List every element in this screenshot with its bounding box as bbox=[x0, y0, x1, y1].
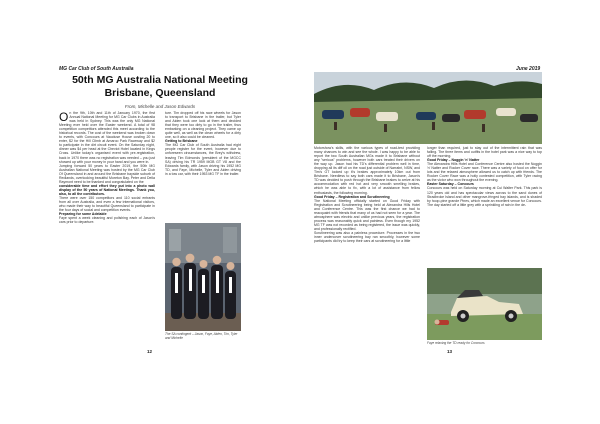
drop-cap: O bbox=[59, 111, 69, 124]
photo-caption: The SA contingent – Jason, Faye, Aiden, Tim, Tyler and Michelle bbox=[165, 332, 238, 340]
section-heading: Good Friday – Noggin 'n' Natter bbox=[427, 158, 480, 163]
article-byline: From, Michelle and Jason Edwards bbox=[124, 104, 196, 109]
car-park-photo bbox=[314, 72, 542, 144]
left-column-2 bbox=[165, 111, 241, 221]
photo-caption: Faye relaxing the TD ready for Concours bbox=[427, 341, 485, 345]
section-heading: Preparing for some Adelaide bbox=[59, 212, 107, 217]
bold-paragraph: considerable time and effort they put into a photo wall display of the 50 years of National Meetings. Thank you, also, to all the contributors. bbox=[59, 183, 155, 196]
intro-paragraph: n the 9th, 10th and 11th of January 1970, the first Annual National Meeting for MG Car Clubs in Australia was held in Sydney. This was the only MG National Meeting ever held over the Easter weekend. A total of 98 competition competitors attended this meet according to the historical records. The cost of the weekend was broken down to events, with Concours at Vaucluse House costing 20 to enter, $2 for the Hill Climb at Amaroo Park Raceway and $2 to participate in the dirt circuit event. On the Saturday night, dinner was $4 per head at the Cheviot Hotel located in Kings Cross. Unlike today's organised event with pre-registration, back in 1970 there was no registration was needed – you just showed up with your money in your hand and you were in. bbox=[59, 111, 155, 164]
header-date: June 2019 bbox=[516, 66, 541, 72]
paragraph: There were over 150 competitors and 110 social entrants from all over Australia, and even a few international visitors, who made their way to beautiful Queensland to participate in the four days of social and competition events. bbox=[59, 195, 155, 213]
right-page bbox=[300, 0, 600, 424]
paragraph: The MG Car Club of South Australia had eight people register for the event, however due to unforeseen circumstances, the Brey's withdrew, leaving Tim Edmonds (president of the MGCC SA) driving his TR 1959 MGB GT V8 and the Edwards family, with Jason driving his 1952 MG TD, and Faye, Michelle, Tyler and Aiden driving in a tow car, with their 1953 MG TF in the trailer. bbox=[165, 143, 241, 176]
header-club: MG Car Club of South Australia bbox=[59, 66, 134, 72]
page-number-right: 13 bbox=[447, 349, 453, 354]
article-title-line1: 50th MG Australia National Meeting bbox=[72, 74, 248, 86]
section-heading: Good Friday – Registration and Scrutineering bbox=[314, 194, 390, 199]
paragraph: Scrutineering was also a painless procedure. Processes in the two inner undercover scrutineering bay ran smoothly, however some participants did try to keep their cars at scrutineering for a little bbox=[314, 230, 420, 244]
page-number-left: 12 bbox=[147, 349, 153, 354]
left-column-1 bbox=[59, 111, 155, 347]
section-heading: Easter Saturday – Concours bbox=[427, 182, 474, 187]
article-title-line2: Brisbane, Queensland bbox=[104, 87, 216, 99]
paragraph: ture. Tim dropped off his race wheels for Jason to transport to Brisbane in the trailer, but Tyler and Aiden took one look at them and decided that they were too dirty to go in the trailer, thus embarking on a cleaning project. They came up quite well, as well as the clean wheels for a dirty one, so it also could be cleaned. bbox=[165, 111, 241, 140]
paragraph: Concours was held on Saturday morning at Cui Walter Park. This park is 120 years old and has spectacular views across to the sand dunes of Stradbroke Island and other mangrove-fringed bay islands, and is shaded by hoop-pine grande Pines, which made an excellent venue for Concours. The day started off a little grey with a sprinkling of rain in the de- bbox=[427, 186, 542, 207]
paragraph: Jumping forward 50 years to Easter 2019, the 50th MG Australian National Meeting was hosted by the MG Car Club Of Queensland in and around the Brisbane bayside suburb of Redlands, overlooking beautiful Moreton Bay. Peter and Della Raymont need to be thanked and congratulated on the bbox=[59, 163, 155, 184]
section-heading: Getting to Brisbane bbox=[165, 139, 198, 144]
group-photo bbox=[165, 223, 241, 331]
paragraph: longer than required, just to stay out of the intermittent rain that was falling. The three items and outfits in the hotel park was a nice way to top off the morning. bbox=[427, 146, 542, 159]
right-column-2 bbox=[427, 146, 542, 266]
paragraph: The Alexandra Hills Hotel and Conference Centre also hosted the Noggin 'n' Natter and Rocker Cover race. There was a variety of food on offer for lots and the relaxed atmosphere allowed us to catch up with friends. The Rocker Cover Race was a hotly contested competition, with Tyler racing as the victor who won throughout the evening. bbox=[427, 162, 542, 183]
right-column-1 bbox=[314, 146, 420, 352]
paragraph: The National Meeting officially started on Good Friday with Registration and Scrutineering being held at Alexandra Hills Hotel and Conference Centre. This was the first chance we had to reacquaint with friends that many of us had not seen for a year. The atmosphere was electric and unlike previous years, the registration process was reasonably quick and painless. Even though my 1952 MG TF was not recorded as being registered, the issue was quickly, and professionally rectified. bbox=[314, 198, 420, 231]
paragraph: Faye spent a week cleaning and polishing each of Jason's cars prior to departure. bbox=[59, 216, 155, 225]
car-photo bbox=[427, 268, 542, 340]
paragraph: Motorshow's skills, with the various types of road-test providing many chances to win and see the whole. I was happy to be able to report the two South Australian MGs made it to Brisbane without any "serious" problems, however both cars treated their drivers on the way up. Jason had his TD's differential problem well in time, dropping all its diff oil on the road just outside of Narrabri, NSW, and Tim's GT looked up it's brakes approximately 10km out from Brisbane. Needless to say both cars made it to Brisbane, Jason's TD was decided to push through the Brisbane brakes to arrive at his accommodation with red hot and very smooth smelling brakes, which he was able to fix, with a lot of assistance from fellow enthusiasts, the following morning. bbox=[314, 146, 420, 195]
